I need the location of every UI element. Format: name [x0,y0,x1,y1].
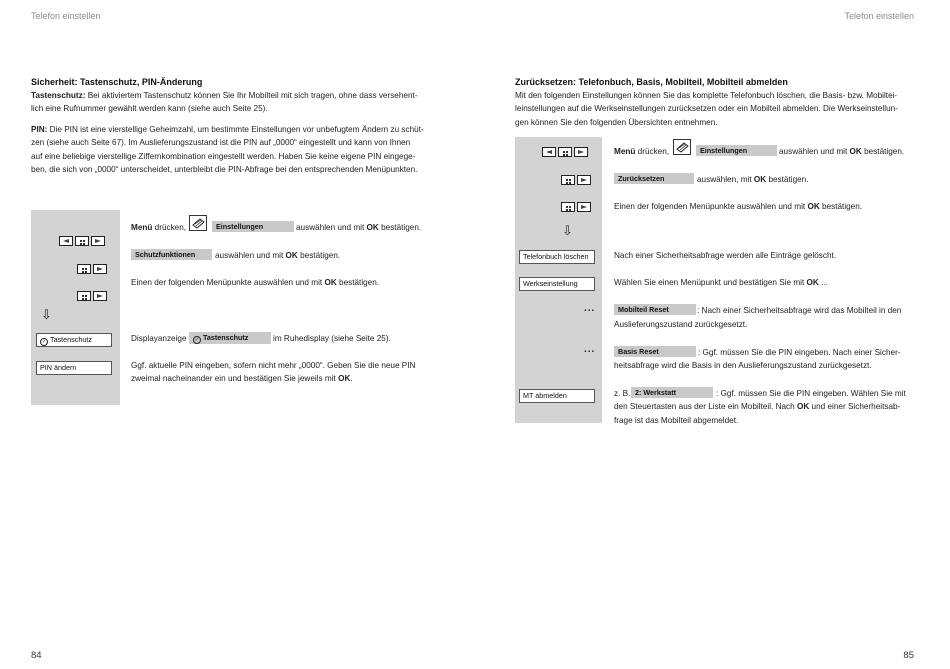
pin-paragraph [31,123,451,177]
lock-icon: ✓ [41,339,47,345]
nav-keys-row [77,264,107,274]
right-key-icon [93,264,107,274]
menu-key-icon [561,202,575,212]
ellipsis: ... [584,303,596,314]
step-text: Auslieferungszustand zurückgesetzt. [614,320,748,329]
menu-key-icon [77,291,91,301]
ellipsis: ... [584,344,596,355]
page-number-left: 84 [31,650,42,661]
page-number-right: 85 [903,650,914,661]
right-key-icon [574,147,588,157]
step-text: auswählen und mit OK bestätigen. [215,251,341,260]
left-key-icon [59,236,73,246]
label-zuruecksetzen: Zurücksetzen [614,173,694,184]
option-werkseinstellung: Werkseinstellung [519,277,595,291]
step-telefonbuch: Nach einer Sicherheitsabfrage werden alle Einträge gelöscht. [614,251,837,260]
left-key-icon [542,147,556,157]
running-head-left: Telefon einstellen [31,11,101,21]
step-select-option: Einen der folgenden Menüpunkte auswählen und mit OK bestätigen. [131,278,380,287]
term-tastenschutz: Tastenschutz: [31,91,86,100]
nav-keys-row [561,175,591,185]
step-text: im Ruhedisplay (siehe Seite 25). [273,334,391,343]
step-text: heitsabfrage wird die Basis in den Auslieferungszustand zurückgesetzt. [614,361,872,370]
nav-keys-row [59,236,105,246]
option-pin-aendern: PIN ändern [36,361,112,375]
step-menu-einstellungen: Menü drücken, [614,147,670,156]
step-menu-einstellungen: Menü drücken, [131,223,187,232]
text-line: zen (siehe auch Seite 67). Im Auslieferungszustand ist die PIN auf „0000“ eingestellt und kann von Ihnen [31,138,411,148]
section-heading-reset: Zurücksetzen: Telefonbuch, Basis, Mobilteil, Mobilteil abmelden [515,77,788,87]
nav-keys-row [542,147,588,157]
step-text: z. B. [614,389,631,398]
menu-key-icon-large [673,139,691,155]
down-arrow-icon: ⇩ [41,307,52,322]
nav-keys-row [561,202,591,212]
text-line: ben, die sich von „0000“ unterscheidet, unterbleibt die PIN-Abfrage bei den entsprechenden Menüpunkten. [31,165,418,175]
step-text: auswählen und mit OK bestätigen. [296,223,422,232]
step-text: : Nach einer Sicherheitsabfrage wird das Mobilteil in den [697,306,902,315]
label-schutzfunktionen: Schutzfunktionen [131,249,212,260]
text-line: Bei aktiviertem Tastenschutz können Sie Ihr Mobilteil mit sich tragen, ohne dass versehent- [85,91,418,100]
menu-key-icon [558,147,572,157]
right-key-icon [577,202,591,212]
option-tastenschutz: ✓ Tastenschutz [36,333,112,347]
step-select-option: Einen der folgenden Menüpunkte auswählen und mit OK bestätigen. [614,202,863,211]
label-einstellungen: Einstellungen [212,221,294,232]
label-mobilteil-reset: Mobilteil Reset [614,304,696,315]
step-pin-entry: Ggf. aktuelle PIN eingeben, sofern nicht mehr „0000“. Geben Sie die neue PIN zweimal nacheinander ein und bestätigen Sie jeweils mit OK. [131,361,416,384]
step-text: frage ist das Mobilteil abgemeldet. [614,416,739,425]
text-line: auf eine beliebige vierstellige Ziffernkombination eingestellt werden. Haben Sie keine eigene PIN eingege- [31,151,416,161]
right-key-icon [91,236,105,246]
lock-icon: ✓ [194,337,200,343]
reset-intro-paragraph: Mit den folgenden Einstellungen können Sie das komplette Telefonbuch löschen, die Basis- bzw. Mobiltei- leinstellungen auf die Werkseinstellungen zurücksetzen oder ein Mobilteil abmelden. Die Werkseinstellun- gen können Sie den folgenden Übersichten entnehmen. [515,91,898,127]
text-line: Die PIN ist eine vierstellige Geheimzahl, um bestimmte Einstellungen vor unbefugtem Ändern zu schüt- [47,125,424,134]
label-tastenschutz-display: ✓ Tastenschutz [189,332,271,344]
step-text: den Steuertasten aus der Liste ein Mobilteil. Nach OK und einer Sicherheitsab- [614,402,901,411]
text-line: lich eine Rufnummer gewählt werden kann (siehe auch Seite 25). [31,104,268,114]
menu-key-icon [561,175,575,185]
section-heading-security: Sicherheit: Tastenschutz, PIN-Änderung [31,77,203,87]
tastenschutz-paragraph [31,89,451,116]
step-werkseinstellung: Wählen Sie einen Menüpunkt und bestätigen Sie mit OK ... [614,278,828,287]
label-werkstatt: 2: Werkstatt [631,387,713,398]
step-text: : Ggf. müssen Sie die PIN eingeben. Wählen Sie mit [716,389,906,398]
menu-key-icon-large [189,215,207,231]
nav-keys-row [77,291,107,301]
menu-key-icon [75,236,89,246]
step-text: : Ggf. müssen Sie die PIN eingeben. Nach einer Sicher- [698,348,901,357]
menu-key-icon [77,264,91,274]
label-basis-reset: Basis Reset [614,346,696,357]
right-key-icon [577,175,591,185]
label-einstellungen: Einstellungen [696,145,777,156]
down-arrow-icon: ⇩ [562,223,573,238]
step-text: auswählen und mit OK bestätigen. [779,147,905,156]
option-mt-abmelden: MT abmelden [519,389,595,403]
step-display: Displayanzeige [131,334,187,343]
right-key-icon [93,291,107,301]
option-telefonbuch-loeschen: Telefonbuch löschen [519,250,595,264]
term-pin: PIN: [31,125,48,134]
step-text: auswählen, mit OK bestätigen. [697,175,809,184]
running-head-right: Telefon einstellen [844,11,914,21]
